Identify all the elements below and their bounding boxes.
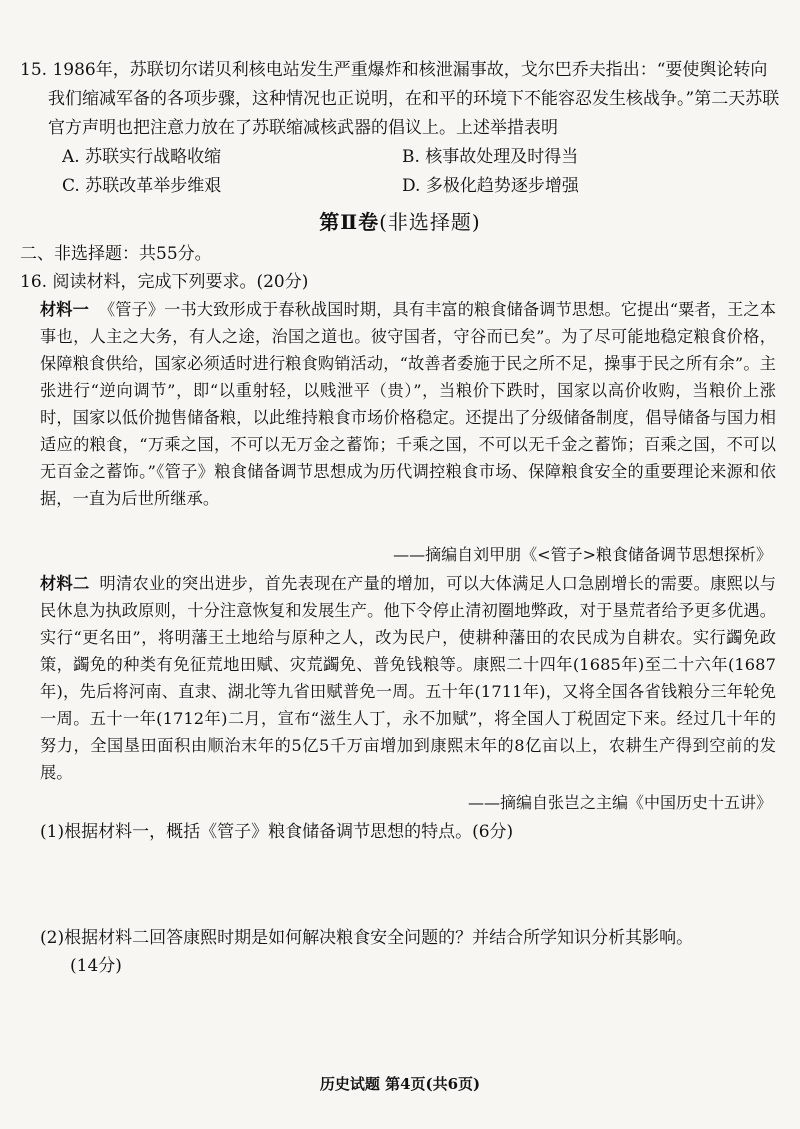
material-2-source: ——摘编自张岂之主编《中国历史十五讲》 [467,793,772,812]
sub-question-2-line-1: (2)根据材料二回答康熙时期是如何解决粮食安全问题的？并结合所学知识分析其影响。 [40,928,694,948]
material-2 [40,570,776,786]
section-title-sub: (非选择题) [379,210,481,234]
question-15 [20,56,780,201]
material-2-text: 明清农业的突出进步，首先表现在产量的增加，可以大体满足人口急剧增长的需要。康熙以与民休息为执政原则，十分注意恢复和发展生产。他下令停止清初圈地弊政，对于垦荒者给予更多优遇。实行“更名田”，将明藩王土地给与原种之人，改为民户，使耕种藩田的农民成为自耕农。实行蠲免政策，蠲免的种类有免征荒地田赋、灾荒蠲免、普免钱粮等。康熙二十四年(1685年)至二十六年(1687年)，先后将河南、直隶、湖北等九省田赋普免一周。五十年(1711年)，又将全国各省钱粮分三年轮免一周。五十一年(1712年)二月，宣布“滋生人丁，永不加赋”，将全国人丁税固定下来。经过几十年的努力，全国垦田面积由顺治末年的5亿5千万亩增加到康熙末年的8亿亩以上，农耕生产得到空前的发展。 [40,574,776,782]
question-15-stem: 15. 1986年，苏联切尔诺贝利核电站发生严重爆炸和核泄漏事故，戈尔巴乔夫指出：“要使舆论转向我们缩减军备的各项步骤，这种情况也正说明，在和平的环境下不能容忍发生核战争。”第二天苏联官方声明也把注意力放在了苏联缩减核武器的倡议上。上述举措表明 [20,60,780,138]
material-1 [40,296,776,512]
question-15-options [20,143,780,201]
option-b: B. 核事故处理及时得当 [402,147,579,167]
question-16-stem: 16. 阅读材料，完成下列要求。(20分) [20,272,309,292]
material-1-source: ——摘编自刘甲朋《<管子>粮食储备调节思想探析》 [393,545,772,564]
part-2-heading: 二、非选择题：共55分。 [20,244,212,264]
option-d: D. 多极化趋势逐步增强 [402,176,579,196]
section-title [0,206,800,235]
option-c: C. 苏联改革举步维艰 [62,176,222,196]
material-1-label: 材料一 [40,300,89,319]
sub-question-2-line-2: (14分) [70,956,122,976]
option-a: A. 苏联实行战略收缩 [62,147,222,167]
material-1-text: 《管子》一书大致形成于春秋战国时期，具有丰富的粮食储备调节思想。它提出“粟者，王之本事也，人主之大务，有人之途，治国之道也。彼守国者，守谷而已矣”。为了尽可能地稳定粮食价格，保障粮食供给，国家必须适时进行粮食购销活动，“故善者委施于民之所不足，操事于民之所有余”。主张进行“逆向调节”，即“以重射轻，以贱泄平（贵）”，当粮价下跌时，国家以高价收购，当粮价上涨时，国家以低价抛售储备粮，以此维持粮食市场价格稳定。还提出了分级储备制度，倡导储备与国力相适应的粮食，“万乘之国，不可以无万金之蓄饰；千乘之国，不可以无千金之蓄饰；百乘之国，不可以无百金之蓄饰。”《管子》粮食储备调节思想成为历代调控粮食市场、保障粮食安全的重要理论来源和依据，一直为后世所继承。 [40,300,776,508]
section-title-main: 第Ⅱ卷 [319,210,380,234]
sub-question-2 [40,924,780,980]
sub-question-1: (1)根据材料一，概括《管子》粮食储备调节思想的特点。(6分) [40,822,514,842]
page-footer: 历史试题 第4页(共6页) [319,1075,481,1093]
material-2-label: 材料二 [40,574,90,593]
